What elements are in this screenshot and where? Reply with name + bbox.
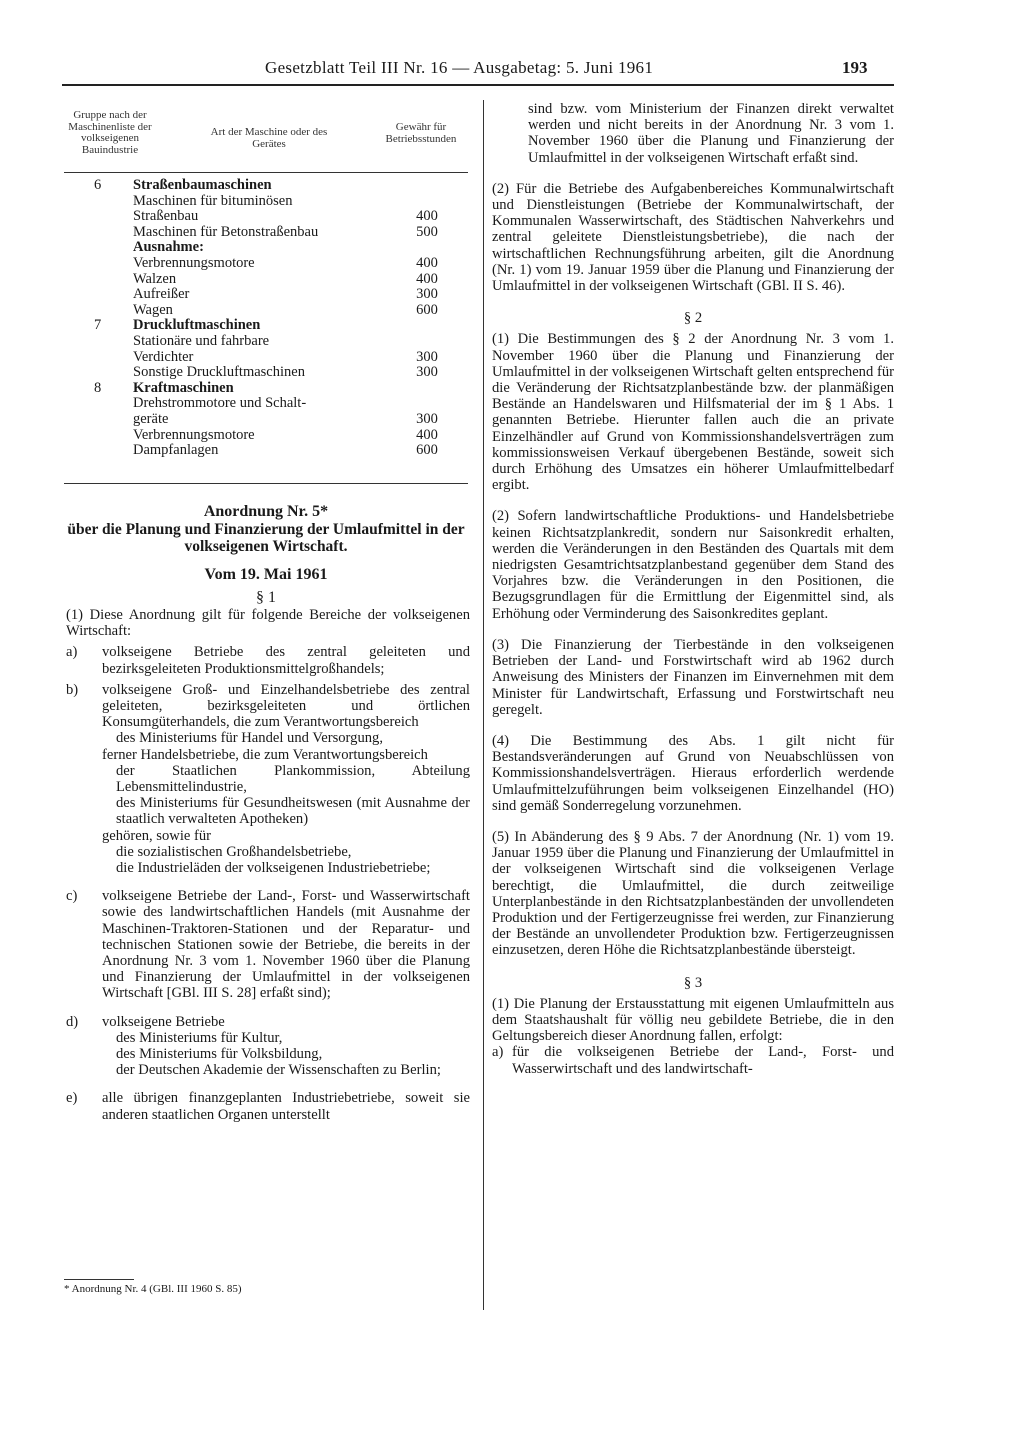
s2-paragraph-5: (5) In Abänderung des § 9 Abs. 7 der Anordnung (Nr. 1) vom 19. Januar 1959 über die Planung und Finanzierung der Umlaufmittel in der volkseigenen Wirtschaft sind die volkseigenen Verlage berechtigt, die Umlaufmittel, die durch zeitweilige Unterplanbestände in den Richtsatzplanbeständen der unvollendeten Produktion und der Fertigerzeugnisse frei werden, zur Finanzierung der Bestände an unvollendeter Produktion bzw. Fertigerzeugnissen einzusetzen, deren Höhe die Richtsatzplanbestände übersteigt. — [492, 828, 894, 959]
row-machine-type: Druckluftmaschinen — [133, 317, 261, 334]
s1-paragraph-1: (1) Diese Anordnung gilt für folgende Bereiche der volkseigenen Wirtschaft: — [66, 607, 470, 640]
header-rule — [62, 84, 894, 86]
table-header-hours: Gewähr für Betriebsstunden — [385, 121, 457, 145]
item-d-text-3: des Ministeriums für Volksbildung, — [116, 1046, 323, 1063]
row-hours: 500 — [416, 223, 438, 240]
right-continuation: sind bzw. vom Ministerium der Finanzen direkt verwaltet werden und nicht bereits in der Anordnung Nr. 3 vom 1. November 1960 über die Planung und Finanzierung der Umlaufmittel in der volkseigenen Wirtschaft erfaßt sind. — [528, 101, 894, 166]
table-row — [64, 178, 468, 194]
order-date: Vom 19. Mai 1961 — [204, 566, 328, 583]
s2-paragraph-1: (1) Die Bestimmungen des § 2 der Anordnung Nr. 3 vom 1. November 1960 über die Planung und Finanzierung der Umlaufmittel in der volkseigenen Wirtschaft gelten entsprechend für die Veränderung der Richtsatzplanbestände bzw. der planmäßigen Bestände an Handelswaren und Hilfsmaterial der im § 1 Abs. 1 genannten Betriebe. Hierunter fallen auch die an private Einzelhändler auf Grund von Kommissionshandelsverträgen zum kommissionsweisen Verkauf übergebenen Bestände, soweit sich durch Erhöhung des Umsatzes ein höherer Umlaufmittelbedarf ergibt. — [492, 331, 894, 494]
row-hours: 400 — [416, 426, 438, 443]
order-title: Anordnung Nr. 5* — [203, 503, 329, 520]
row-hours: 300 — [416, 286, 438, 303]
table-row — [64, 194, 468, 210]
table-row — [64, 350, 468, 366]
row-machine-type: Verbrennungsmotore — [133, 254, 255, 271]
row-hours: 400 — [416, 208, 438, 225]
table-row — [64, 240, 468, 256]
row-machine-type: Dampfanlagen — [133, 442, 219, 459]
left-column-body — [66, 607, 470, 1123]
item-d: d) volkseigene Betriebe des Ministeriums für Kultur, des Ministeriums für Volksbildung, der Deutschen Akademie der Wissenschaften zu Berlin; — [66, 1014, 470, 1079]
item-c-text: volkseigene Betriebe der Land-, Forst- und Wasserwirtschaft sowie des landwirtschaftlichen Handels (mit Ausnahme der Maschinen-Traktoren-Stationen und der Reparatur- und technischen Stationen sowie der Betriebe, die bereits in der Anordnung Nr. 3 vom 1. November 1960 über die Planung und Finanzierung der Umlaufmittel in der volkseigenen Wirtschaft [GBl. III S. 28] erfaßt sind); — [102, 888, 470, 1002]
row-group-number: 6 — [94, 177, 102, 193]
s3-item-a-text: für die volkseigenen Betriebe der Land-, Forst- und Wasserwirtschaft und des landwirtschaft- — [512, 1044, 894, 1077]
running-header: Gesetzblatt Teil III Nr. 16 — Ausgabetag: 5. Juni 1961 — [265, 58, 654, 77]
item-b-text-7: die sozialistischen Großhandelsbetriebe, — [116, 843, 352, 860]
row-machine-type: Wagen — [133, 301, 173, 318]
row-machine-type: Maschinen für Betonstraßenbau — [133, 223, 319, 240]
table-header-group: Gruppe nach der Maschinenliste der volkseigenen Bauindustrie — [68, 109, 152, 156]
item-b-text-4: der Staatlichen Plankommission, Abteilung Lebensmittelindustrie, — [116, 762, 470, 796]
item-b-text-2: des Ministeriums für Handel und Versorgung, — [116, 730, 383, 747]
item-b-text-5: des Ministeriums für Gesundheitswesen (mit Ausnahme der staatlich verwalteten Apotheken) — [116, 795, 470, 828]
row-hours: 300 — [416, 364, 438, 381]
table-row — [64, 256, 468, 272]
s3-item-a: a) für die volkseigenen Betriebe der Land-, Forst- und Wasserwirtschaft und des landwirtschaft- — [492, 1044, 894, 1077]
row-machine-type: Verbrennungsmotore — [133, 426, 255, 443]
row-machine-type: Stationäre und fahrbare — [133, 332, 270, 349]
item-b-text-6: gehören, sowie für — [102, 827, 212, 844]
table-row — [64, 318, 468, 334]
item-b-text-1: volkseigene Groß- und Einzelhandelsbetriebe des zentral geleiteten, bezirksgeleiteten und örtlichen Konsumgüterhandels, die zum Verantwortungsbereich — [102, 681, 470, 731]
s2-paragraph-4: (4) Die Bestimmung des Abs. 1 gilt nicht für Bestandsveränderungen auf Grund von Neuabschlüssen von Kommissionshandelsverträgen. Hieraus erforderlich werdende Umlaufmittelzuführungen beim volkseigenen Einzelhandel (HO) sind gemäß Sonderregelung vorzunehmen. — [492, 732, 894, 814]
row-hours: 400 — [416, 254, 438, 271]
page-number: 193 — [842, 58, 868, 77]
row-hours: 300 — [416, 348, 438, 365]
item-b-text-3: ferner Handelsbetriebe, die zum Verantwortungsbereich — [102, 746, 428, 763]
item-c: c) volkseigene Betriebe der Land-, Forst- und Wasserwirtschaft sowie des landwirtschaftlichen Handels (mit Ausnahme der Maschinen-Traktoren-Stationen und der Reparatur- und technischen Stationen sowie der Betriebe, die bereits in der Anordnung Nr. 3 vom 1. November 1960 über die Planung und Finanzierung der Umlaufmittel in der volkseigenen Wirtschaft [GBl. III S. 28] erfaßt sind); — [66, 888, 470, 1002]
item-a-text: volkseigene Betriebe des zentral geleiteten und bezirksgeleiteten Produktionsmittelgroßhandels; — [102, 644, 470, 677]
item-e-text: alle übrigen finanzgeplanten Industriebetriebe, soweit sie anderen staatlichen Organen unterstellt — [102, 1090, 470, 1123]
table-header-machine: Art der Maschine oder des Gerätes — [210, 126, 328, 150]
table-row — [64, 381, 468, 397]
table-row — [64, 443, 468, 459]
row-machine-type: Verdichter — [133, 348, 194, 365]
s2-paragraph-2: (2) Sofern landwirtschaftliche Produktions- und Handelsbetriebe keinen Richtsatzplankredit, sondern nur Saisonkredit erhalten, werden die Veränderungen in den Beständen des Quartals mit dem niedrigsten Gesamtrichtsatzplanbestand gegenüber dem Stand des Vorjahres bzw. die Veränderungen in den Positionen, die Bezugsgrundlagen für die Ermittlung der Eigenmittel sind, als Erhöhung oder Verminderung des Saisonkredites geplant. — [492, 508, 894, 622]
table-row — [64, 225, 468, 241]
s1-paragraph-2: (2) Für die Betriebe des Aufgabenbereiches Kommunalwirtschaft und Dienstleistungen (Betriebe der Kommunalwirtschaft, der Kommunalen Wasserwirtschaft, des Städtischen Nahverkehrs und zentral geleitete Dienstleistungsbetriebe), die nach der wirtschaftlichen Rechnungsführung arbeiten, gilt die Anordnung (Nr. 1) vom 19. Januar 1959 über die Planung und Finanzierung der Umlaufmittel in der volkseigenen Wirtschaft (GBl. II S. 46). — [492, 180, 894, 295]
table-row — [64, 334, 468, 350]
row-machine-type: Kraftmaschinen — [133, 379, 234, 396]
row-hours: 300 — [416, 410, 438, 427]
table-header — [64, 110, 468, 168]
table-row — [64, 272, 468, 288]
row-machine-type: geräte — [133, 410, 169, 427]
item-d-text-2: des Ministeriums für Kultur, — [116, 1029, 283, 1046]
row-machine-type: Ausnahme: — [133, 239, 204, 256]
section-rule — [64, 483, 468, 484]
s2-paragraph-3: (3) Die Finanzierung der Tierbestände in den volkseigenen Betrieben der Land- und Forstwirtschaft wird ab 1962 durch Anweisung des Ministers der Finanzen im Einvernehmen mit dem Minister für Landwirtschaft, Erfassung und Forstwirtschaft neu geregelt. — [492, 636, 894, 718]
table-row — [64, 365, 468, 381]
footnote: * Anordnung Nr. 4 (GBl. III 1960 S. 85) — [64, 1283, 242, 1295]
row-machine-type: Aufreißer — [133, 286, 190, 303]
section-2-heading: § 2 — [683, 310, 703, 327]
table-row — [64, 209, 468, 225]
right-column-body — [492, 101, 894, 1077]
footnote-rule — [64, 1279, 134, 1280]
item-b: b) volkseigene Groß- und Einzelhandelsbetriebe des zentral geleiteten, bezirksgeleiteten und örtlichen Konsumgüterhandels, die zum Verantwortungsbereich des Ministeriums für Handel und Versorgung, ferner Handelsbetriebe, die zum Verantwortungsbereich der Staatlichen Plankommission, Abteilung Lebensmittelindustrie, des Ministeriums für Gesundheitswesen (mit Ausnahme der staatlich verwalteten Apotheken) gehören, sowie für die sozialistischen Großhandelsbetriebe, die Industrieläden der volkseigenen Industriebetriebe; — [66, 681, 470, 877]
row-group-number: 7 — [94, 317, 102, 334]
row-group-number: 8 — [94, 379, 102, 396]
item-d-text-1: volkseigene Betriebe — [102, 1013, 225, 1030]
row-machine-type: Drehstrommotore und Schalt- — [133, 395, 307, 412]
table-row — [64, 428, 468, 444]
row-hours: 600 — [416, 442, 438, 459]
table-row — [64, 287, 468, 303]
row-machine-type: Maschinen für bituminösen — [133, 192, 293, 209]
item-b-text-8: die Industrieläden der volkseigenen Industriebetriebe; — [116, 860, 431, 877]
row-machine-type: Straßenbau — [133, 208, 199, 225]
column-divider — [483, 100, 484, 1310]
table-row — [64, 303, 468, 319]
row-machine-type: Straßenbaumaschinen — [133, 177, 272, 193]
section-3-heading: § 3 — [683, 974, 703, 991]
table-row — [64, 396, 468, 412]
item-e: e) alle übrigen finanzgeplanten Industriebetriebe, soweit sie anderen staatlichen Organen unterstellt — [66, 1090, 470, 1123]
row-machine-type: Sonstige Druckluftmaschinen — [133, 364, 305, 381]
table-body — [64, 178, 468, 459]
row-machine-type: Walzen — [133, 270, 177, 287]
section-1-heading: § 1 — [256, 589, 276, 606]
table-rule — [64, 172, 468, 173]
row-hours: 600 — [416, 301, 438, 318]
row-hours: 400 — [416, 270, 438, 287]
order-subject: über die Planung und Finanzierung der Umlaufmittel in der volkseigenen Wirtschaft. — [67, 521, 465, 555]
item-d-text-4: der Deutschen Akademie der Wissenschaften zu Berlin; — [116, 1062, 441, 1079]
table-row — [64, 412, 468, 428]
s3-paragraph-1: (1) Die Planung der Erstausstattung mit eigenen Umlaufmitteln aus dem Staatshaushalt für völlig neu gebildete Betriebe, die in den Geltungsbereich dieser Anordnung fallen, erfolgt: — [492, 995, 894, 1045]
item-a: a) volkseigene Betriebe des zentral geleiteten und bezirksgeleiteten Produktionsmittelgroßhandels; — [66, 644, 470, 677]
